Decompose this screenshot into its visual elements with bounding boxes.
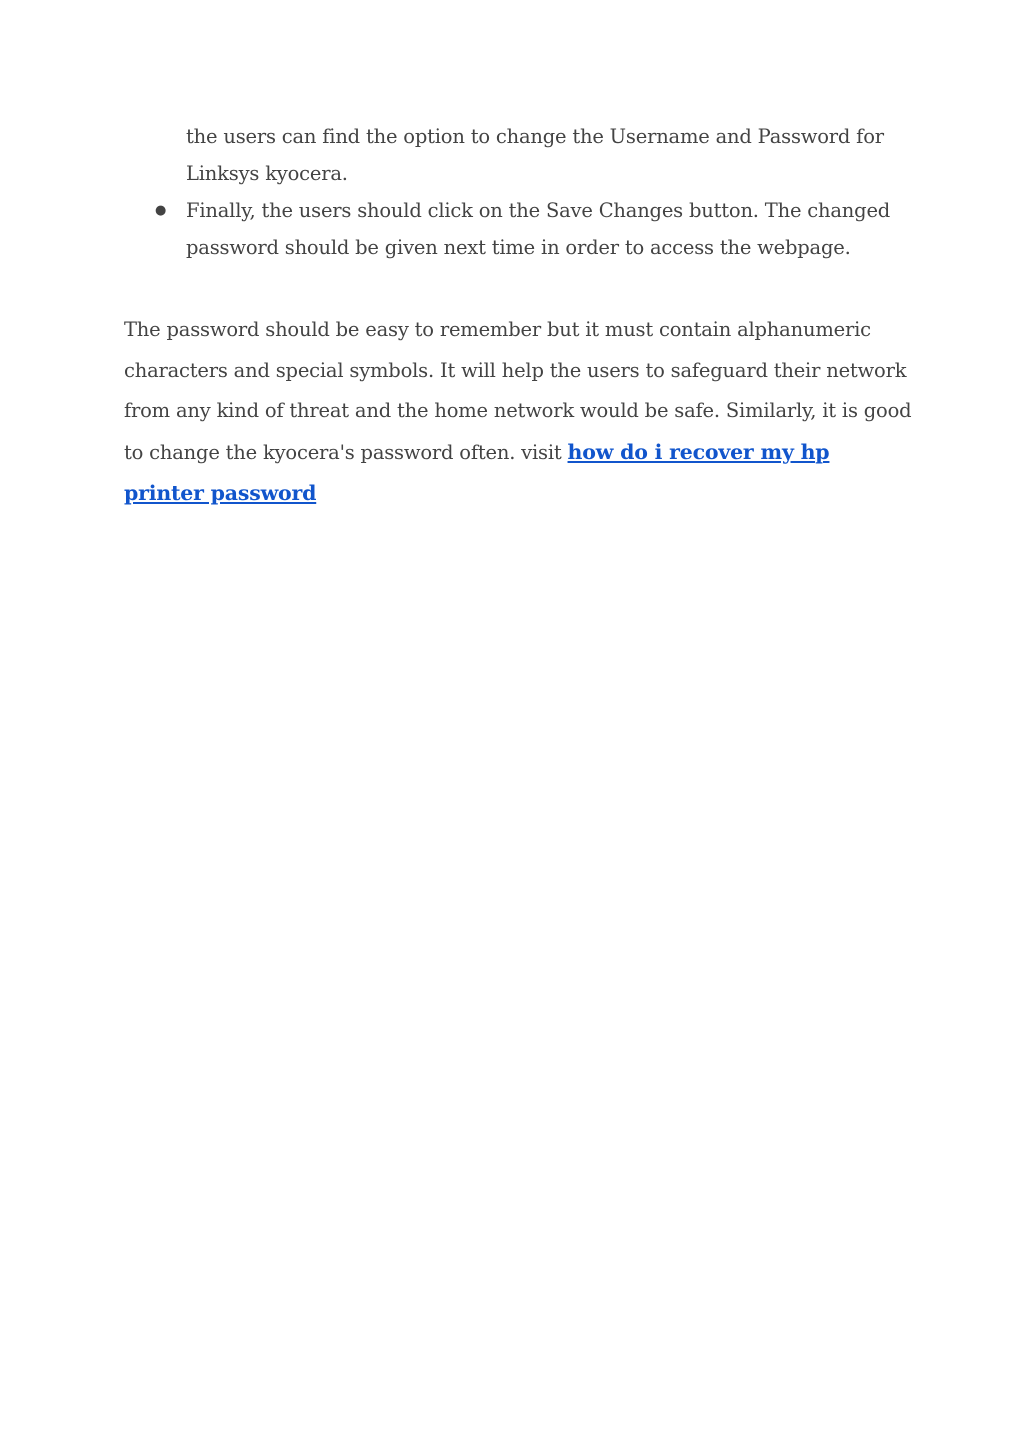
bullet-list	[155, 118, 891, 266]
recover-password-link[interactable]: how do i recover my hp	[567, 439, 830, 464]
paragraph-line-with-link	[124, 432, 904, 474]
paragraph-line: from any kind of threat and the home network would be safe. Similarly, it is good	[124, 399, 912, 422]
list-item-text-line: Finally, the users should click on the Save Changes button. The changed	[186, 199, 891, 222]
list-item-continuation-line: the users can find the option to change the Username and Password for	[186, 125, 884, 148]
list-item-text-line: password should be given next time in order to access the webpage.	[186, 236, 851, 259]
list-item-final	[155, 192, 891, 266]
paragraph-text: to change the kyocera's password often. visit	[124, 440, 568, 464]
list-item-continuation-line: Linksys kyocera.	[186, 162, 348, 185]
paragraph-line: characters and special symbols. It will help the users to safeguard their network	[124, 358, 907, 382]
paragraph-line-link-continuation	[124, 473, 904, 515]
bullet-icon: ●	[155, 203, 167, 218]
paragraph-line: The password should be easy to remember but it must contain alphanumeric	[124, 318, 871, 341]
body-paragraph	[124, 310, 912, 515]
recover-password-link-continuation[interactable]: printer password	[124, 481, 317, 505]
